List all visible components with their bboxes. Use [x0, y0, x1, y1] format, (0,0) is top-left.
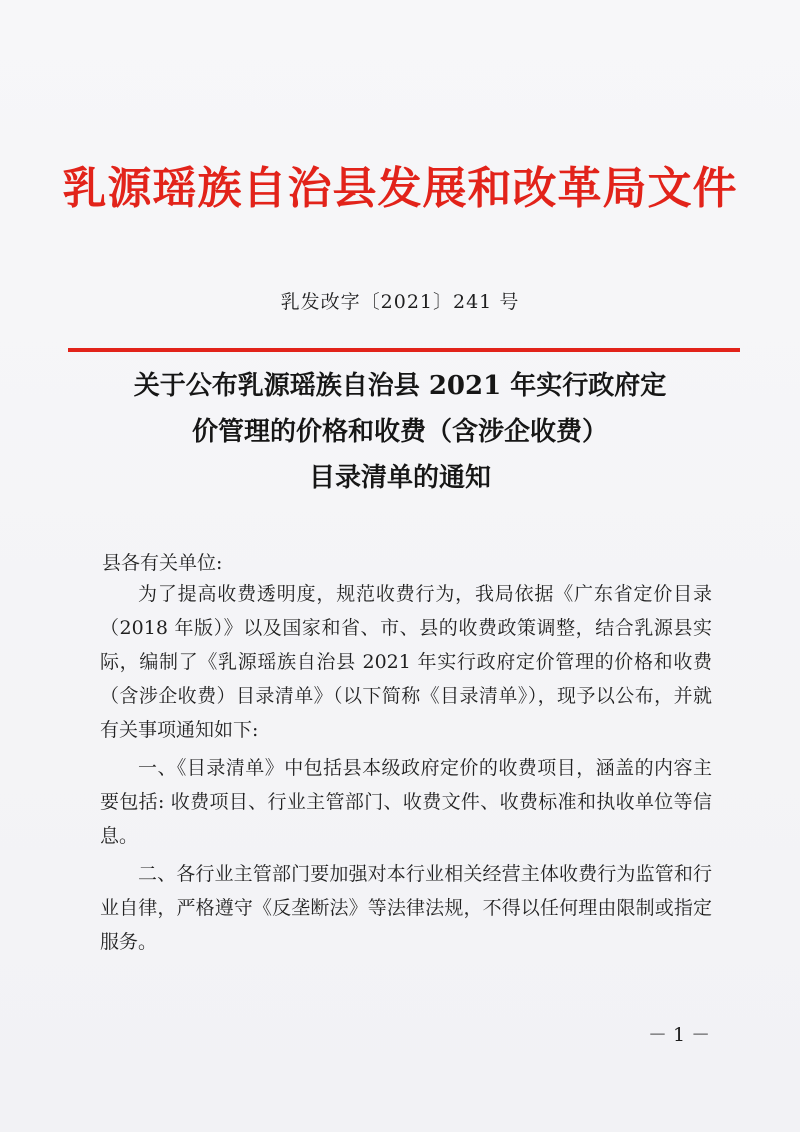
page-number: － 1 － — [648, 1024, 711, 1046]
body-paragraph-item-1: 一、《目录清单》中包括县本级政府定价的收费项目，涵盖的内容主要包括: 收费项目、行业主管部门、收费文件、收费标准和执收单位等信息。 — [100, 757, 712, 847]
body-text — [100, 577, 712, 959]
salutation: 县各有关单位: — [102, 552, 223, 574]
notice-title — [0, 363, 800, 501]
red-separator-line — [68, 348, 740, 352]
agency-header-title: 乳源瑶族自治县发展和改革局文件 — [62, 163, 738, 214]
notice-title-line-3: 目录清单的通知 — [308, 463, 491, 493]
notice-title-line-2: 价管理的价格和收费（含涉企收费） — [191, 417, 608, 447]
body-paragraph-item-2: 二、各行业主管部门要加强对本行业相关经营主体收费行为监管和行业自律，严格遵守《反垄断法》等法律法规，不得以任何理由限制或指定服务。 — [100, 863, 712, 953]
document-number: 乳发改字〔2021〕241 号 — [280, 291, 520, 313]
body-paragraph-intro: 为了提高收费透明度，规范收费行为，我局依据《广东省定价目录（2018 年版）》以及国家和省、市、县的收费政策调整，结合乳源县实际，编制了《乳源瑶族自治县 2021 年实行政府定价管理的价格和收费（含涉企收费）目录清单》（以下简称《目录清单》），现予以公布，并就有关事项通知如下: — [100, 583, 712, 741]
notice-title-line-1: 关于公布乳源瑶族自治县 2021 年实行政府定 — [133, 371, 667, 401]
